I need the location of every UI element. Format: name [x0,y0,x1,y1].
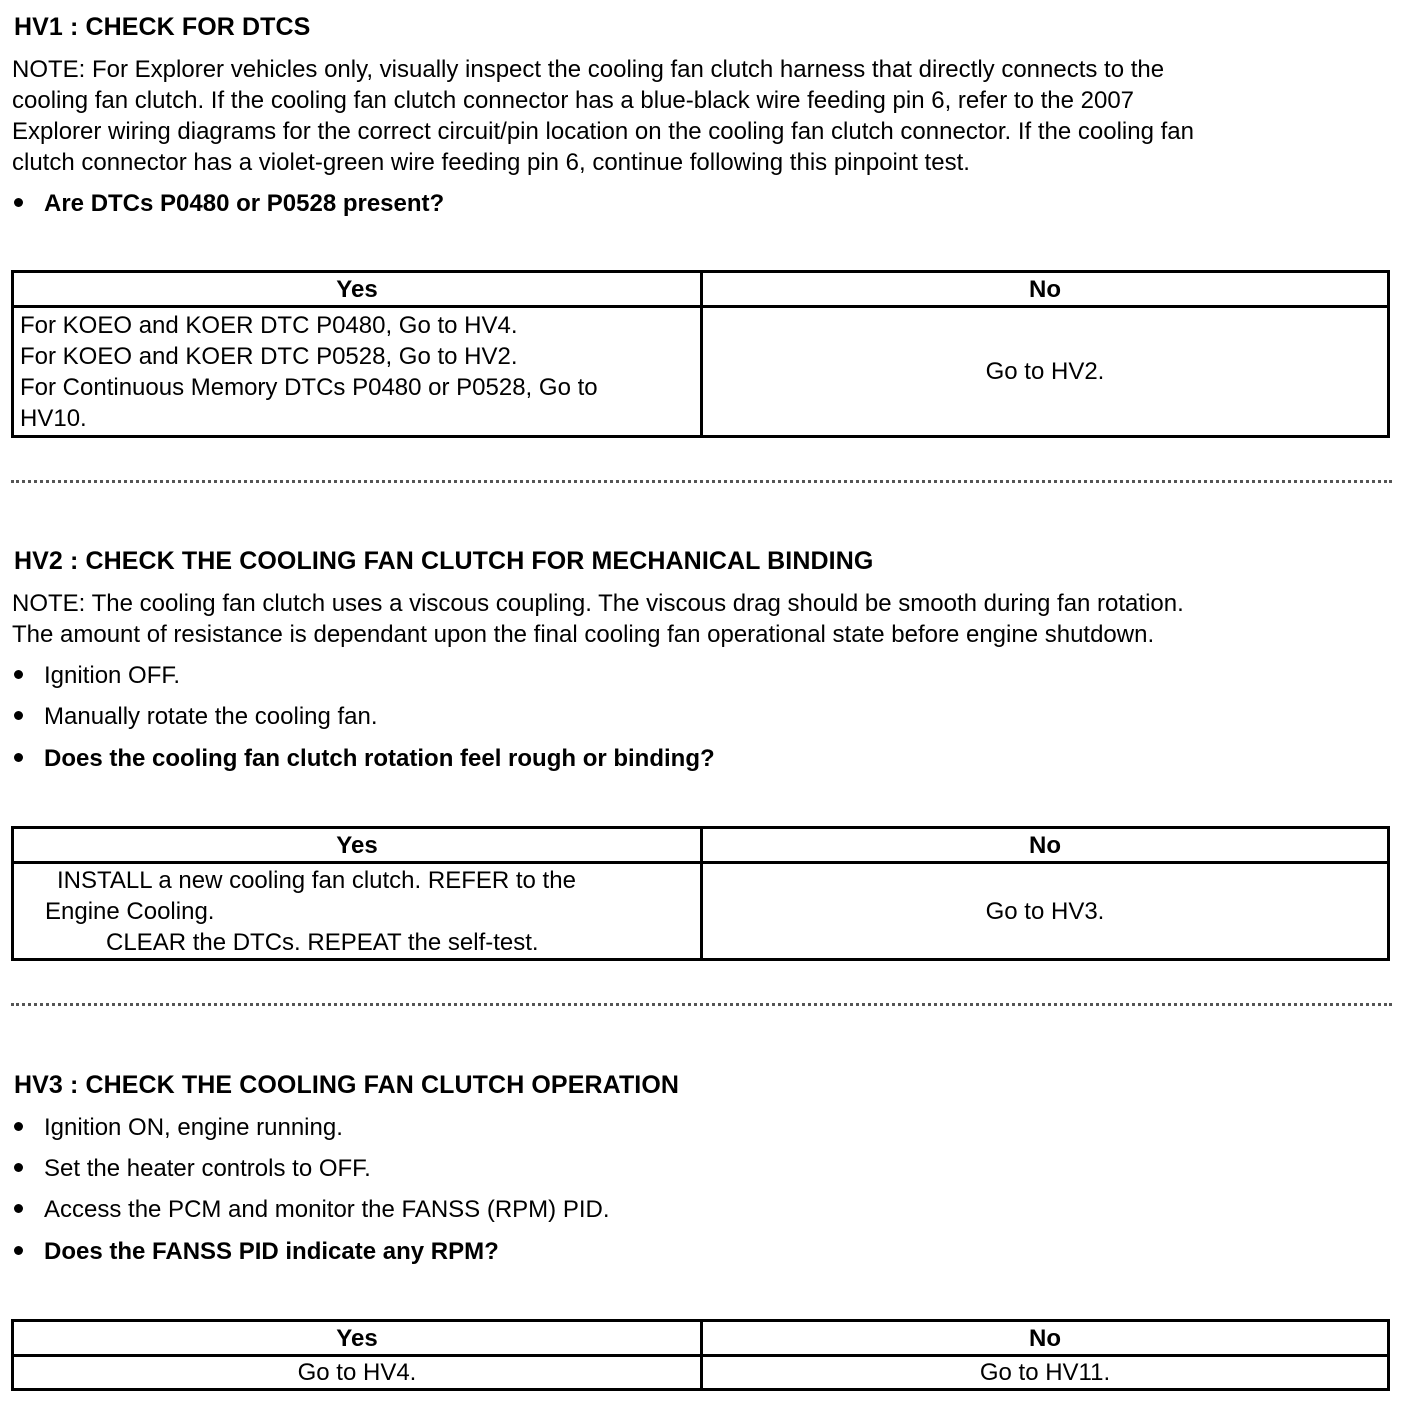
no-header: No [702,1321,1389,1356]
yes-line: For KOEO and KOER DTC P0528, Go to HV2. [20,342,518,370]
step-text: Ignition OFF. [44,662,181,689]
no-cell: Go to HV2. [702,307,1389,437]
bullet-icon [14,670,23,679]
hv3-question [14,1237,499,1267]
hv1-note [12,54,1397,178]
hv3-step [14,1195,610,1225]
note-line: Explorer wiring diagrams for the correct circuit/pin location on the cooling fan clutch connector. If the cooling fan [12,118,1194,145]
bullet-icon [14,198,23,207]
hv3-step [14,1154,371,1184]
hv1-heading: HV1 : CHECK FOR DTCS [14,13,311,41]
section-divider [11,1003,1392,1006]
bullet-icon [14,1204,23,1213]
yes-line: For Continuous Memory DTCs P0480 or P0528, Go to [20,373,598,401]
hv3-heading: HV3 : CHECK THE COOLING FAN CLUTCH OPERATION [14,1071,680,1099]
yes-line: HV10. [20,404,87,432]
question-text: Does the FANSS PID indicate any RPM? [44,1238,499,1265]
step-text: Manually rotate the cooling fan. [44,703,378,730]
yes-line: For KOEO and KOER DTC P0480, Go to HV4. [20,311,518,339]
note-line: NOTE: For Explorer vehicles only, visually inspect the cooling fan clutch harness that directly connects to the [12,56,1165,83]
step-text: Set the heater controls to OFF. [44,1155,371,1182]
note-line: clutch connector has a violet-green wire feeding pin 6, continue following this pinpoint test. [12,149,970,176]
hv2-heading: HV2 : CHECK THE COOLING FAN CLUTCH FOR MECHANICAL BINDING [14,547,874,575]
hv1-result-table [11,270,1390,438]
no-cell: Go to HV3. [702,863,1389,960]
hv2-question [14,744,715,774]
yes-header: Yes [13,272,702,307]
note-line: NOTE: The cooling fan clutch uses a viscous coupling. The viscous drag should be smooth during fan rotation. [12,590,1184,617]
bullet-icon [14,711,23,720]
hv2-step [14,702,378,732]
no-header: No [702,272,1389,307]
hv2-note [12,588,1397,650]
yes-cell [13,863,702,960]
hv1-question [14,189,444,219]
bullet-icon [14,1246,23,1255]
no-header: No [702,828,1389,863]
hv3-step [14,1113,343,1143]
note-line: The amount of resistance is dependant upon the final cooling fan operational state before engine shutdown. [12,621,1155,648]
yes-cell [13,307,702,437]
hv2-step [14,661,180,691]
step-text: Access the PCM and monitor the FANSS (RPM) PID. [44,1196,610,1223]
bullet-icon [14,753,23,762]
note-line: cooling fan clutch. If the cooling fan clutch connector has a blue-black wire feeding pin 6, refer to the 2007 [12,87,1135,114]
step-text: Ignition ON, engine running. [44,1114,343,1141]
hv2-result-table [11,826,1390,961]
bullet-icon [14,1163,23,1172]
yes-cell: Go to HV4. [13,1356,702,1390]
yes-header: Yes [13,1321,702,1356]
no-cell: Go to HV11. [702,1356,1389,1390]
hv3-result-table [11,1319,1390,1391]
yes-line: Engine Cooling. [45,897,215,925]
question-text: Does the cooling fan clutch rotation feel rough or binding? [44,745,715,772]
yes-line: CLEAR the DTCs. REPEAT the self-test. [106,928,539,956]
yes-line: INSTALL a new cooling fan clutch. REFER to the [57,866,576,894]
bullet-icon [14,1122,23,1131]
question-text: Are DTCs P0480 or P0528 present? [44,190,445,217]
yes-header: Yes [13,828,702,863]
section-divider [11,480,1392,483]
